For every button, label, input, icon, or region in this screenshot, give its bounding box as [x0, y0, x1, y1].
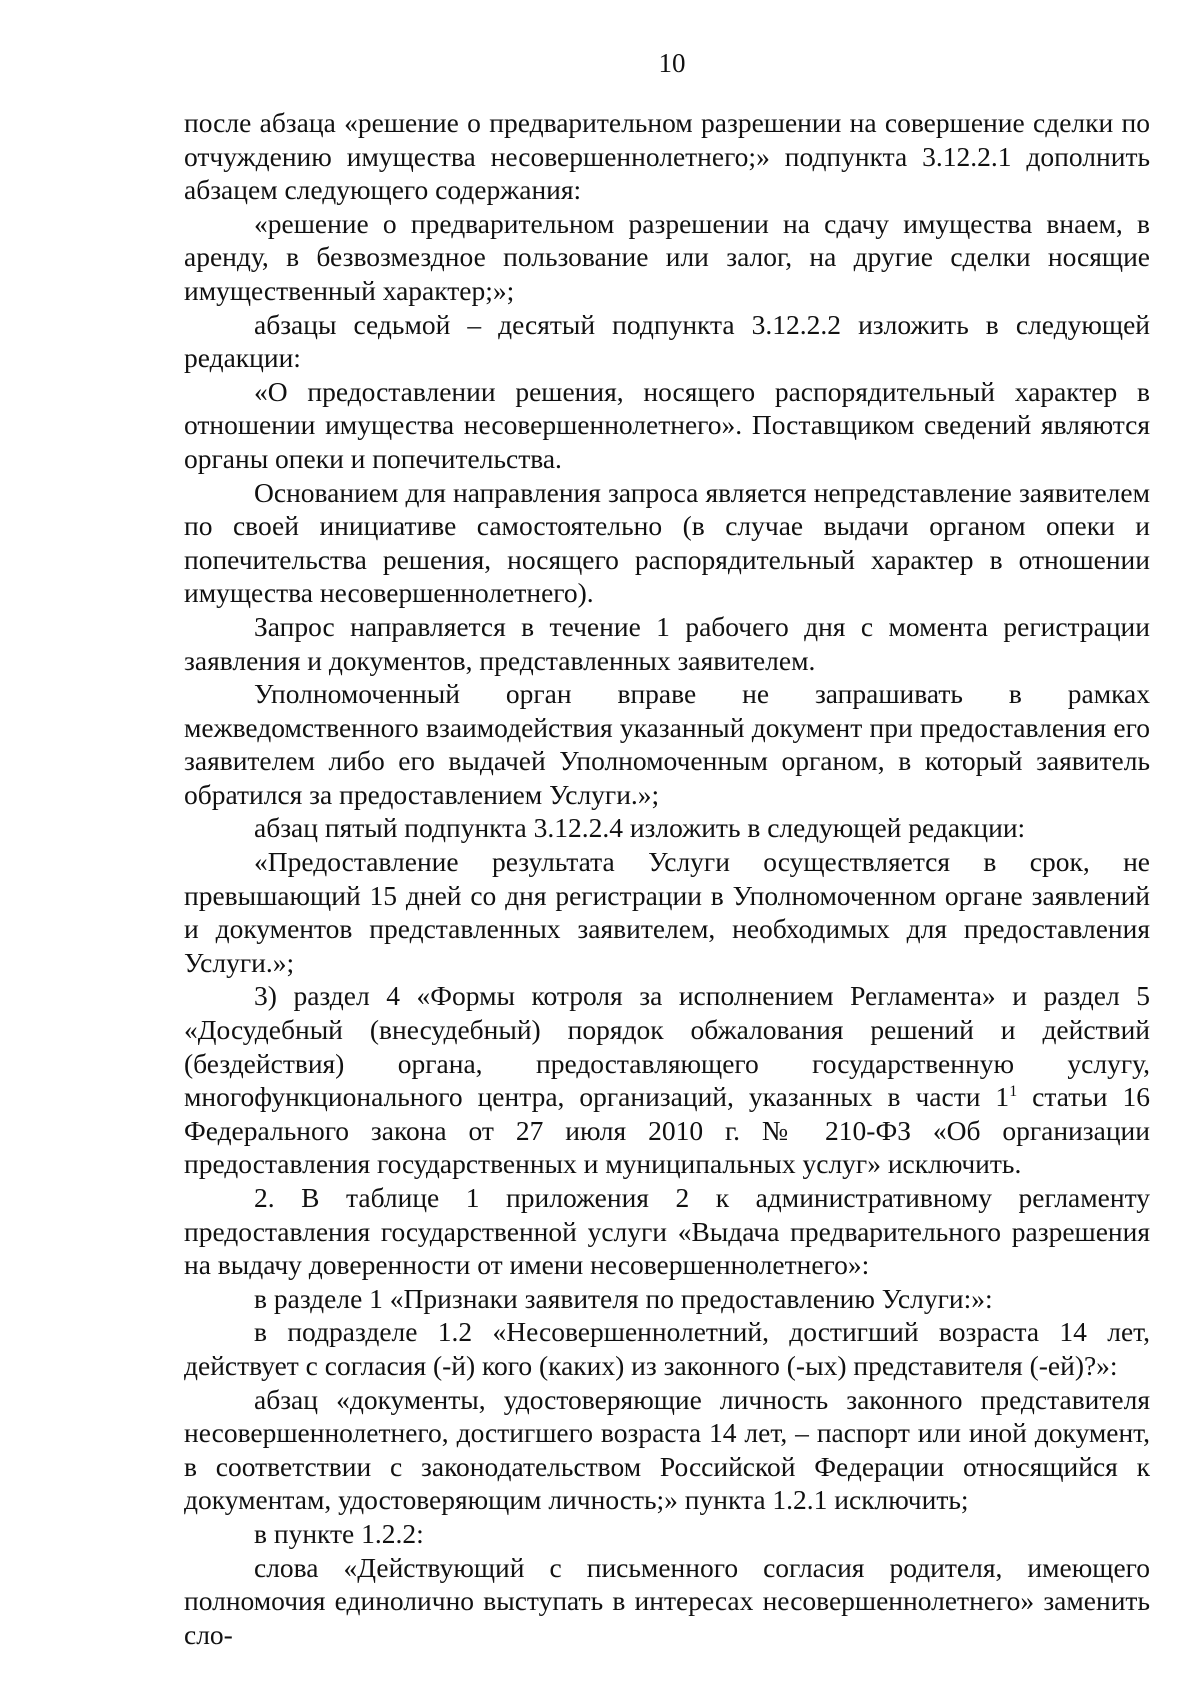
- paragraph: 2. В таблице 1 приложения 2 к административному регламенту предоставления государственной услуги «Выдача предварительного разрешения на выдачу доверенности от имени несовершеннолетнего»:: [184, 1182, 1150, 1281]
- paragraph: в подразделе 1.2 «Несовершеннолетний, достигший возраста 14 лет, действует с согласия (-й) кого (каких) из законного (-ых) представителя (-ей)?»:: [184, 1316, 1150, 1381]
- paragraph: «решение о предварительном разрешении на сдачу имущества внаем, в аренду, в безвозмездное пользование или залог, на другие сделки носящие имущественный характер;»;: [184, 207, 1150, 306]
- paragraph: Запрос направляется в течение 1 рабочего дня с момента регистрации заявления и документов, представленных заявителем.: [184, 610, 1150, 676]
- paragraph: Уполномоченный орган вправе не запрашивать в рамках межведомственного взаимодействия указанный документ при предоставления его заявителем либо его выдачей Уполномоченным органом, в который заявитель обратился за предоставлением Услуги.»;: [184, 678, 1150, 810]
- paragraph-section-3: [184, 979, 1150, 1181]
- paragraph-text: статьи 16 Федерального закона от 27 июля 2010 г. № 210-ФЗ «Об организации предоставления государственных и муниципальных услуг» исключить.: [184, 1081, 1150, 1180]
- document-body: [184, 106, 1150, 1651]
- paragraph: «Предоставление результата Услуги осуществляется в срок, не превышающий 15 дней со дня регистрации в Уполномоченном органе заявлений и документов представленных заявителем, необходимых для предоставления Услуги.»;: [184, 846, 1150, 978]
- paragraph: слова «Действующий с письменного согласия родителя, имеющего полномочия единолично выступать в интересах несовершеннолетнего» заменить сло-: [184, 1551, 1150, 1650]
- paragraph: «О предоставлении решения, носящего распорядительный характер в отношении имущества несовершеннолетнего». Поставщиком сведений являются органы опеки и попечительства.: [184, 375, 1150, 474]
- paragraph: Основанием для направления запроса является непредставление заявителем по своей инициативе самостоятельно (в случае выдачи органом опеки и попечительства решения, носящего распорядительный характер в отношении имущества несовершеннолетнего).: [184, 476, 1150, 609]
- paragraph: абзац «документы, удостоверяющие личность законного представителя несовершеннолетнего, достигшего возраста 14 лет, – паспорт или иной документ, в соответствии с законодательством Российской Федерации относящийся к документам, удостоверяющим личность;» пункта 1.2.1 исключить;: [184, 1383, 1150, 1516]
- paragraph: после абзаца «решение о предварительном разрешении на совершение сделки по отчуждению имущества несовершеннолетнего;» подпункта 3.12.2.1 дополнить абзацем следующего содержания:: [184, 107, 1150, 206]
- page-number: 10: [658, 48, 686, 78]
- paragraph: абзацы седьмой – десятый подпункта 3.12.2.2 изложить в следующей редакции:: [184, 308, 1150, 374]
- paragraph: в пункте 1.2.2:: [254, 1517, 424, 1549]
- paragraph-text: 3) раздел 4 «Формы котроля за исполнением Регламента» и раздел 5 «Досудебный (внесудебный) порядок обжалования решений и действий (бездействия) органа, предоставляющего государственную услугу, многофункционального центра, организаций, указанных в части 1: [184, 980, 1150, 1113]
- paragraph: абзац пятый подпункта 3.12.2.4 изложить в следующей редакции:: [254, 812, 1026, 844]
- paragraph: в разделе 1 «Признаки заявителя по предоставлению Услуги:»:: [254, 1282, 993, 1314]
- superscript: 1: [1009, 1083, 1018, 1101]
